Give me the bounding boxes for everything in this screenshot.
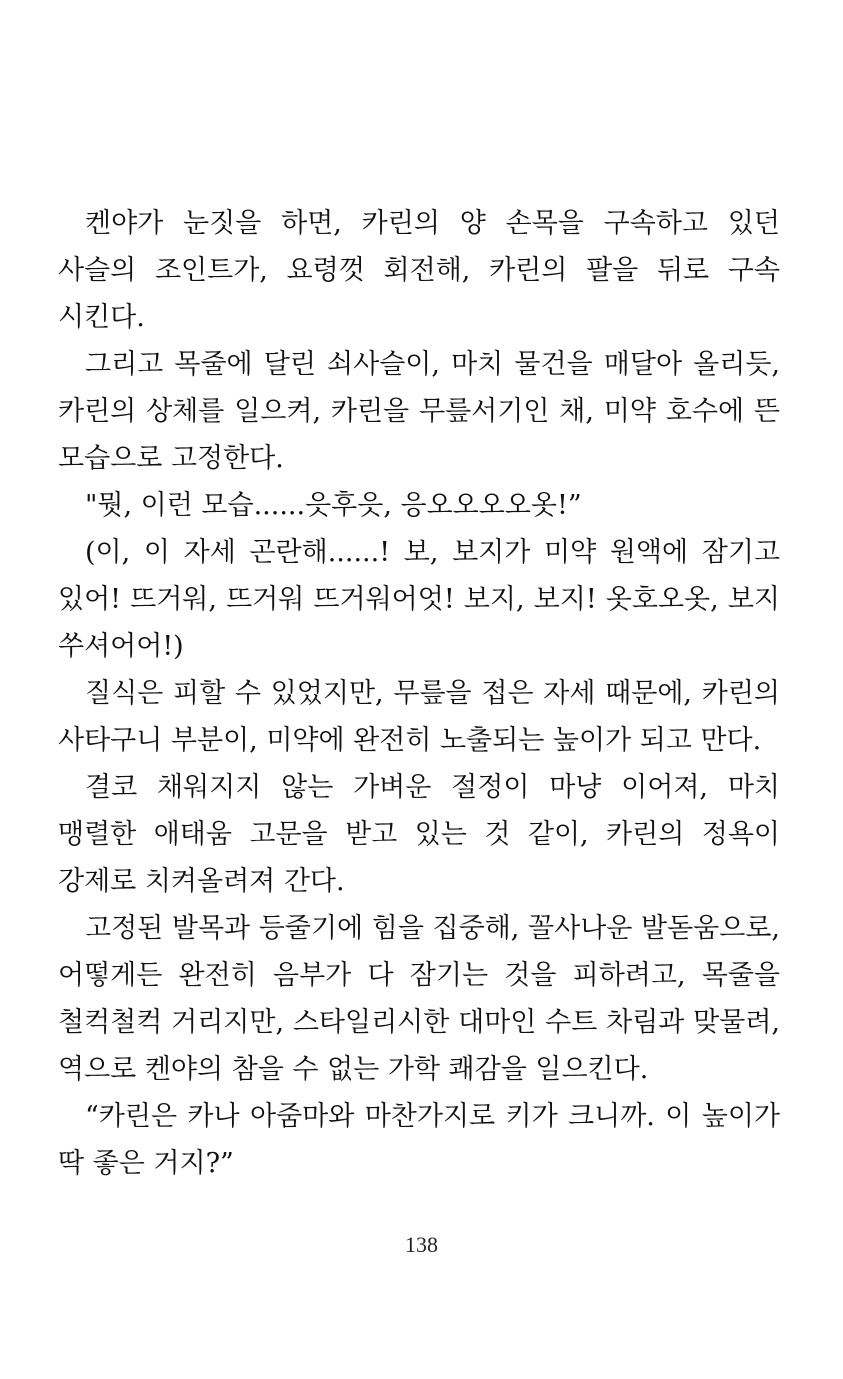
- paragraph-8: [58, 1093, 780, 1187]
- text-line: 역으로 켄야의 참을 수 없는 가학 쾌감을 일으킨다.: [58, 1054, 649, 1085]
- text-line: 사슬의 조인트가, 요령껏 회전해, 카린의 팔을 뒤로 구속: [58, 255, 780, 286]
- text-line: 어떻게든 완전히 음부가 다 잠기는 것을 피하려고, 목줄을: [58, 960, 780, 991]
- text-line: 켄야가 눈짓을 하면, 카린의 양 손목을 구속하고 있던: [85, 208, 780, 239]
- text-line: 딱 좋은 거지?”: [58, 1148, 234, 1179]
- body-text: [58, 200, 780, 1187]
- text-line: 시킨다.: [58, 302, 145, 333]
- text-line: 맹렬한 애태움 고문을 받고 있는 것 같이, 카린의 정욕이: [58, 819, 780, 850]
- text-line: 모습으로 고정한다.: [58, 443, 284, 474]
- text-line: 강제로 치켜올려져 간다.: [58, 866, 345, 897]
- page-number: 138: [405, 1232, 438, 1257]
- paragraph-6: [58, 764, 780, 905]
- text-line: 있어! 뜨거워, 뜨거워 뜨거워어엇! 보지, 보지! 옷호오옷, 보지: [58, 584, 780, 615]
- text-line: 카린의 상체를 일으켜, 카린을 무릎서기인 채, 미약 호수에 뜬: [58, 396, 780, 427]
- text-line: 질식은 피할 수 있었지만, 무릎을 접은 자세 때문에, 카린의: [85, 678, 780, 709]
- paragraph-3: [58, 482, 780, 529]
- paragraph-5: [58, 670, 780, 764]
- text-line: (이, 이 자세 곤란해......! 보, 보지가 미약 원액에 잠기고: [85, 537, 780, 568]
- paragraph-1: [58, 200, 780, 341]
- text-line: “카린은 카나 아줌마와 마찬가지로 키가 크니까. 이 높이가: [85, 1101, 780, 1132]
- paragraph-7: [58, 905, 780, 1093]
- text-line: 쑤셔어어!): [58, 631, 184, 662]
- text-line: 고정된 발목과 등줄기에 힘을 집중해, 꼴사나운 발돋움으로,: [85, 913, 780, 944]
- text-line: 사타구니 부분이, 미약에 완전히 노출되는 높이가 되고 만다.: [58, 725, 762, 756]
- text-line: 그리고 목줄에 달린 쇠사슬이, 마치 물건을 매달아 올리듯,: [85, 349, 780, 380]
- text-line: 철컥철컥 거리지만, 스타일리시한 대마인 수트 차림과 맞물려,: [58, 1007, 780, 1038]
- paragraph-2: [58, 341, 780, 482]
- text-line: "뭣, 이런 모습......읏후읏, 응오오오오옷!”: [85, 490, 582, 521]
- text-line: 결코 채워지지 않는 가벼운 절정이 마냥 이어져, 마치: [85, 772, 780, 803]
- paragraph-4: [58, 529, 780, 670]
